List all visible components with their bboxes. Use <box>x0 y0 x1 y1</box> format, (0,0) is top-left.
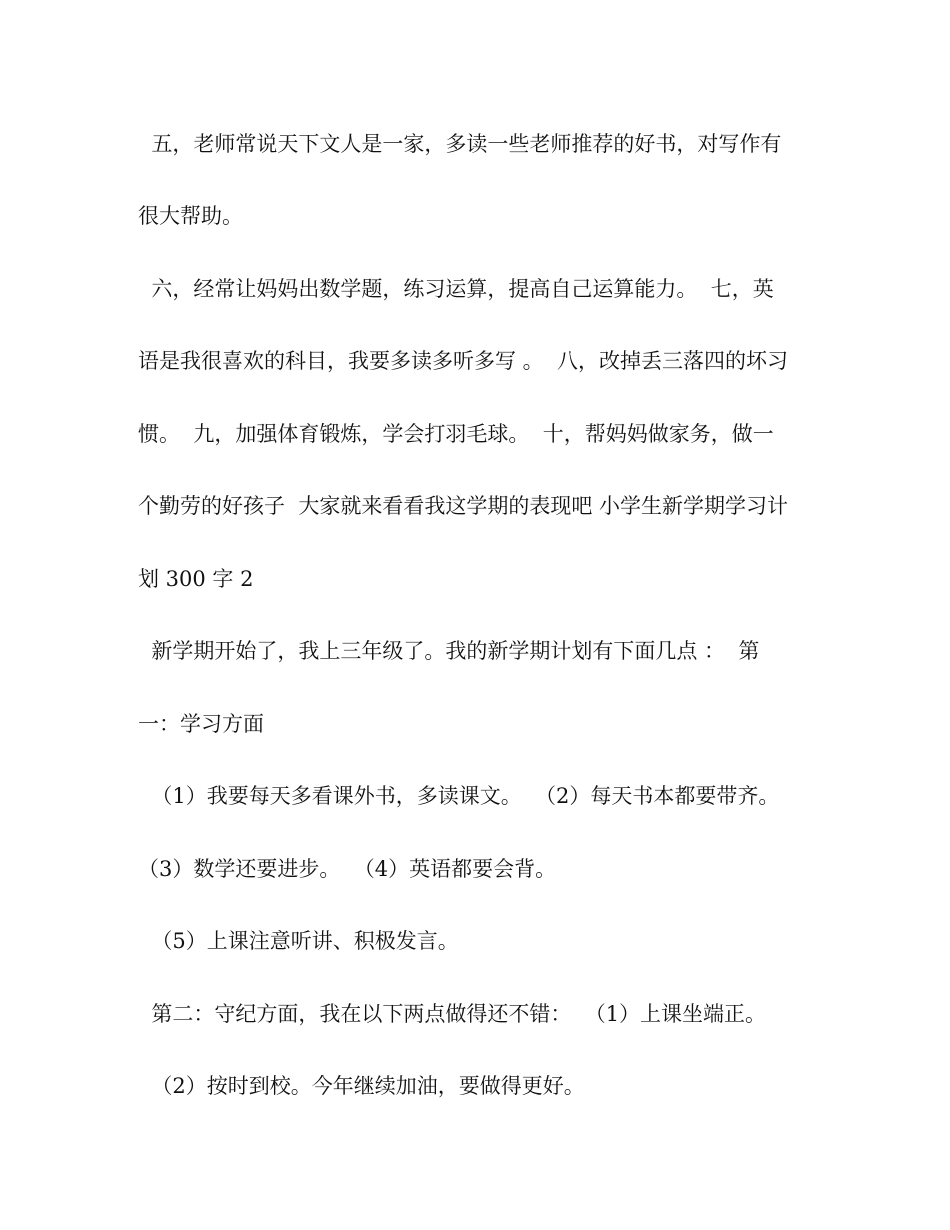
text-line-12: （5）上课注意听讲、积极发言。 <box>138 929 459 953</box>
text-line-10: （1）我要每天多看课外书，多读课文。 （2）每天书本都要带齐。 <box>138 784 780 808</box>
text-line-2: 很大帮助。 <box>138 204 243 228</box>
text-line-7: 划 300 字 2 <box>138 567 254 591</box>
text-line-3: 六，经常让妈妈出数学题，练习运算，提高自己运算能力。 七，英 <box>138 277 774 301</box>
text-line-8: 新学期开始了，我上三年级了。我的新学期计划有下面几点 ： 第 <box>138 639 760 663</box>
text-line-4: 语是我很喜欢的科目，我要多读多听多写 。 八，改掉丢三落四的坏习 <box>138 349 789 373</box>
text-line-11: （3）数学还要进步。 （4）英语都要会背。 <box>138 857 557 881</box>
text-line-5: 惯。 九，加强体育锻炼，学会打羽毛球。 十，帮妈妈做家务，做一 <box>138 422 774 446</box>
text-line-9: 一：学习方面 <box>138 712 264 736</box>
text-line-14: （2）按时到校。今年继续加油，要做得更好。 <box>138 1074 585 1098</box>
text-line-1: 五，老师常说天下文人是一家，多读一些老师推荐的好书，对写作有 <box>138 132 782 156</box>
text-line-6: 个勤劳的好孩子 大家就来看看我这学期的表现吧 小学生新学期学习计 <box>138 494 789 518</box>
text-line-13: 第二：守纪方面，我在以下两点做得还不错： （1）上课坐端正。 <box>138 1002 767 1026</box>
